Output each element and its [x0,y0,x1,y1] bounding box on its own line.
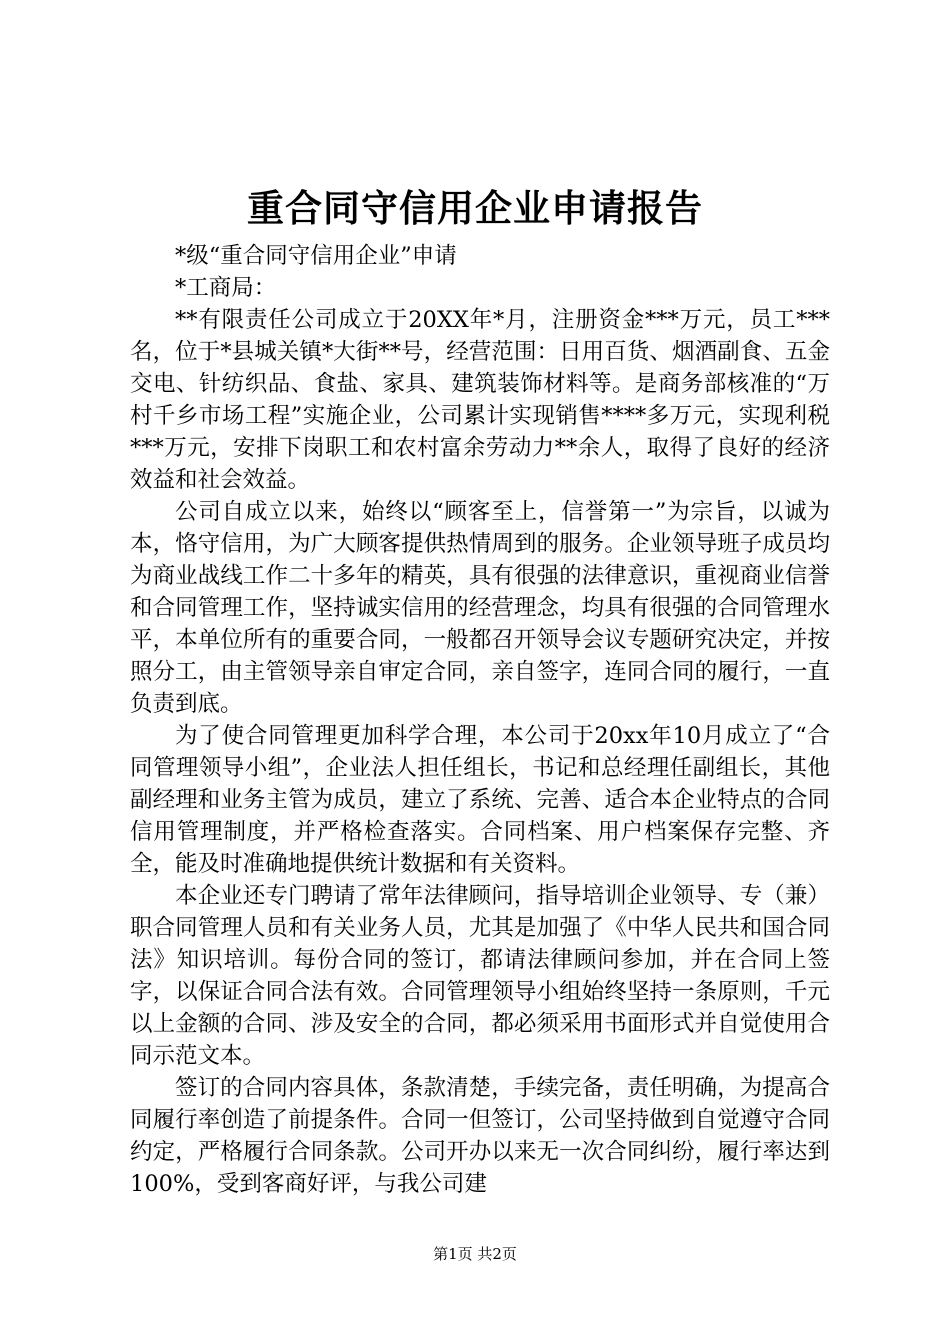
paragraph-contract-performance: 签订的合同内容具体，条款清楚，手续完备，责任明确，为提高合同履行率创造了前提条件。合同一但签订，公司坚持做到自觉遵守合同约定，严格履行合同条款。公司开办以来无一次合同纠纷，履行率达到100%，受到客商好评，与我公司建 [130,1075,830,1197]
paragraph-management-group: 为了使合同管理更加科学合理，本公司于20xx年10月成立了“合同管理领导小组”，企业法人担任组长，书记和总经理任副组长，其他副经理和业务主管为成员，建立了系统、完善、适合本企业特点的合同信用管理制度，并严格检查落实。合同档案、用户档案保存完整、齐全，能及时准确地提供统计数据和有关资料。 [130,723,830,877]
addressee-line: *工商局： [175,275,277,301]
paragraph-company-intro: **有限责任公司成立于20XX年*月，注册资金***万元，员工***名，位于*县城关镇*大街**号，经营范围：日用百货、烟酒副食、五金交电、针纺织品、食盐、家具、建筑装饰材料等。是商务部核准的“万村千乡市场工程”实施企业，公司累计实现销售****多万元，实现利税***万元，安排下岗职工和农村富余劳动力**余人，取得了良好的经济效益和社会效益。 [130,307,830,493]
document-body [130,240,830,1200]
page-number-footer: 第1页 共2页 [433,1245,517,1263]
document-title: 重合同守信用企业申请报告 [247,187,703,230]
salutation-line: *级“重合同守信用企业”申请 [175,243,457,269]
paragraph-legal-counsel: 本企业还专门聘请了常年法律顾问，指导培训企业领导、专（兼）职合同管理人员和有关业务人员，尤其是加强了《中华人民共和国合同法》知识培训。每份合同的签订，都请法律顾问参加，并在合同上签字，以保证合同合法有效。合同管理领导小组始终坚持一条原则，千元以上金额的合同、涉及安全的合同，都必须采用书面形式并自觉使用合同示范文本。 [130,883,830,1069]
paragraph-credit-philosophy: 公司自成立以来，始终以“顾客至上，信誉第一”为宗旨，以诚为本，恪守信用，为广大顾客提供热情周到的服务。企业领导班子成员均为商业战线工作二十多年的精英，具有很强的法律意识，重视商业信誉和合同管理工作，坚持诚实信用的经营理念，均具有很强的合同管理水平，本单位所有的重要合同，一般都召开领导会议专题研究决定，并按照分工，由主管领导亲自审定合同，亲自签字，连同合同的履行，一直负责到底。 [130,499,830,717]
